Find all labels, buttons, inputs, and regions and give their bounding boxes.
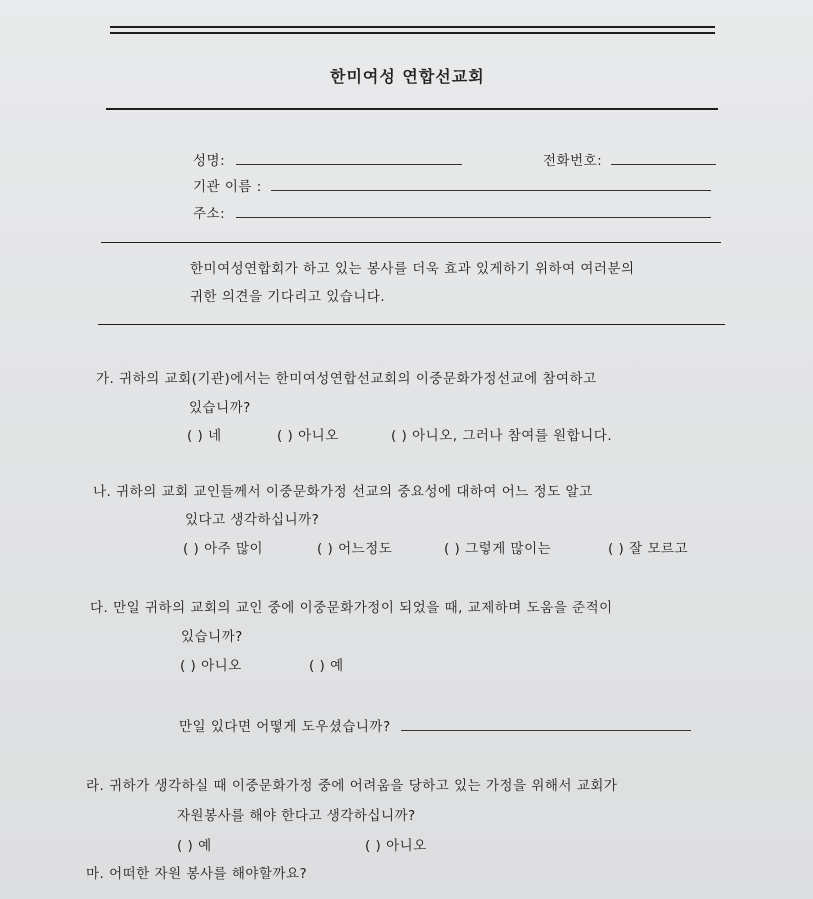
name-field-row	[193, 149, 462, 169]
question-ra-option-no[interactable]: ( ) 아니오	[365, 838, 427, 854]
question-ra-line-1: 라. 귀하가 생각하실 때 이중문화가정 중에 어려움을 당하고 있는 가정을 위해서 교회가	[86, 778, 618, 794]
intro-line-2: 귀한 의견을 기다리고 있습니다.	[190, 289, 386, 305]
org-field-row	[193, 175, 711, 195]
question-ga-option-no-but-want[interactable]: ( ) 아니오, 그러나 참여를 원합니다.	[391, 428, 613, 444]
question-da-followup	[179, 715, 691, 735]
question-na-option-very-much[interactable]: ( ) 아주 많이	[183, 541, 264, 557]
question-ga-line-1: 가. 귀하의 교회(기관)에서는 한미여성연합선교회의 이중문화가정선교에 참여하고	[96, 371, 597, 387]
form-divider	[101, 242, 721, 243]
question-ra-option-yes[interactable]: ( ) 예	[177, 838, 212, 854]
phone-field-line[interactable]	[611, 150, 716, 165]
question-na-option-somewhat[interactable]: ( ) 어느정도	[317, 541, 393, 557]
title-rule	[106, 108, 718, 110]
name-label: 성명:	[193, 153, 226, 169]
top-rule-1	[110, 26, 715, 28]
question-ga-option-no[interactable]: ( ) 아니오	[277, 428, 339, 444]
question-da-followup-line[interactable]	[401, 716, 691, 731]
question-ga-option-yes[interactable]: ( ) 네	[187, 428, 222, 444]
org-label: 기관 이름 :	[193, 179, 262, 195]
page-title: 한미여성 연합선교회	[330, 67, 485, 86]
question-na-line-2: 있다고 생각하십니까?	[185, 512, 320, 528]
question-da-line-2: 있습니까?	[181, 629, 243, 645]
question-na-option-not-much[interactable]: ( ) 그렇게 많이는	[444, 541, 552, 557]
question-da-option-yes[interactable]: ( ) 예	[309, 658, 344, 674]
question-na-option-dont-know[interactable]: ( ) 잘 모르고	[608, 541, 689, 557]
question-ma-line-1: 마. 어떠한 자원 봉사를 해야할까요?	[86, 866, 308, 882]
question-ga-line-2: 있습니까?	[189, 400, 251, 416]
org-field-line[interactable]	[271, 176, 711, 191]
phone-field-row	[543, 149, 716, 169]
address-field-line[interactable]	[236, 203, 711, 218]
top-rule-2	[110, 32, 715, 34]
address-label: 주소:	[193, 206, 226, 222]
question-ra-line-2: 자원봉사를 해야 한다고 생각하십니까?	[177, 808, 416, 824]
question-na-line-1: 나. 귀하의 교회 교인들께서 이중문화가정 선교의 중요성에 대하여 어느 정도 알고	[93, 484, 593, 500]
intro-divider	[98, 324, 725, 325]
address-field-row	[193, 202, 711, 222]
question-da-line-1: 다. 만일 귀하의 교회의 교인 중에 이중문화가정이 되었을 때, 교제하며 도움을 준적이	[90, 600, 613, 616]
phone-label: 전화번호:	[543, 153, 603, 169]
name-field-line[interactable]	[236, 150, 462, 165]
question-da-followup-label: 만일 있다면 어떻게 도우셨습니까?	[179, 719, 391, 735]
intro-line-1: 한미여성연합회가 하고 있는 봉사를 더욱 효과 있게하기 위하여 여러분의	[190, 261, 635, 277]
question-da-option-no[interactable]: ( ) 아니오	[180, 658, 242, 674]
